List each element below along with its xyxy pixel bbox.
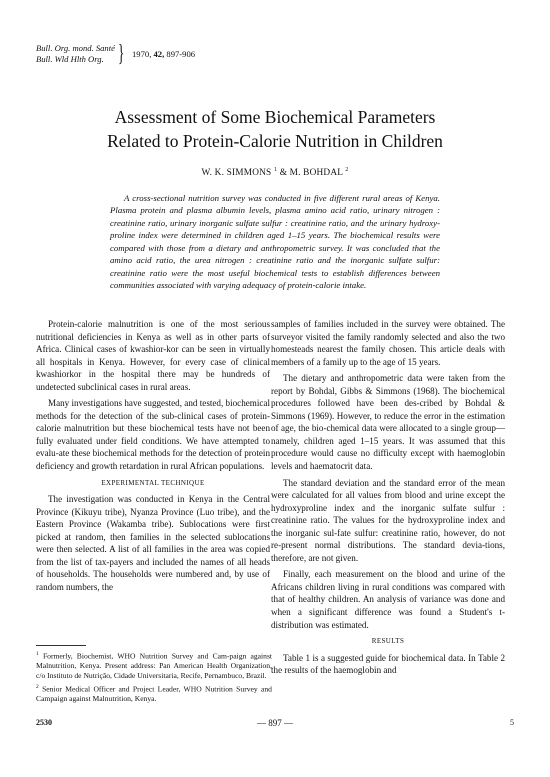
section-heading-results: RESULTS [371, 637, 405, 646]
signature-mark: 5 [510, 718, 514, 727]
paragraph: The dietary and anthropometric data were taken from the report by Bohdal, Gibbs & Simmons (1968). The biochemical procedures followed have been des-cribed by Bohdal & Simmons (1969). However, to reduce the error in the estimation of age, the bio-chemical data were allocated to a single group—namely, children aged 1–15 years. It was assumed that this procedure would cause no difficulty except with haemoglobin levels and haematocrit data. [271, 373, 505, 472]
paragraph: Protein-calorie malnutrition is one of the most serious nutritional deficiencies in Kenya as well as in other parts of Africa. Clinical cases of kwashior-kor can be seen in virtually all hospitals in Kenya. However, for every case of clinical kwashiorkor in the hospital there may be hundreds of undetected subclinical cases in rural areas. [36, 319, 270, 392]
paragraph: Table 1 is a suggested guide for biochemical data. In Table 2 the results of the haemoglobin and [271, 652, 505, 676]
right-column [271, 318, 505, 681]
document-code: 2530 [36, 718, 52, 727]
left-column [36, 318, 270, 597]
article-title [40, 105, 510, 153]
authors [40, 167, 510, 178]
author-1-footnote-mark: 1 [273, 167, 278, 173]
paragraph: samples of families included in the survey were obtained. The surveyor visited the family randomly selected and also the two homesteads nearest the family chosen. This article deals with members of a family up to the age of 15 years. [271, 319, 505, 367]
citation-pages: 897-906 [166, 49, 196, 59]
author-1: W. K. SIMMONS [201, 168, 272, 179]
section-heading-experimental: EXPERIMENTAL TECHNIQUE [101, 478, 205, 487]
journal-reference [36, 43, 115, 65]
footnote-2-text: Senior Medical Officer and Project Leader, WHO Nutrition Survey and Campaign against Malnutrition, Kenya. [36, 684, 272, 704]
citation-volume: 42, [153, 49, 165, 59]
footnotes [36, 650, 272, 707]
author-2-footnote-mark: 2 [345, 167, 349, 173]
author-conjunction: & [279, 168, 288, 179]
citation [132, 49, 195, 59]
footnote-2 [36, 683, 272, 704]
journal-name-french: Bull. Org. mond. Santé [36, 43, 115, 53]
journal-name-english: Bull. Wld Hlth Org. [36, 54, 104, 64]
brace: } [118, 41, 125, 67]
citation-year: 1970, [132, 49, 152, 59]
footnote-1-mark: 1 [36, 651, 39, 657]
paragraph: Many investigations have suggested, and tested, biochemical methods for the detection of the sub-clinical cases of protein-calorie malnutrition but these biochemical tests have not been fully evaluated under field conditions. We have attempted to evalu-ate these biochemical methods for the detection of protein deficiency and growth retardation in rural African populations. [36, 398, 270, 472]
page-number: — 897 — [257, 718, 293, 728]
author-2: M. BOHDAL [289, 168, 343, 179]
paragraph: The investigation was conducted in Kenya in the Central Province (Kikuyu tribe), Nyanza Province (Luo tribe), and the Eastern Province (Wakamba tribe). Sublocations were first picked at random, then families in the selected sublocations were then selected. A list of all families in the area was copied from the list of tax-payers and included the names of all heads of households. The households were numbered and, by use of random numbers, the [36, 494, 270, 592]
footnote-1 [36, 650, 272, 680]
paragraph: Finally, each measurement on the blood and urine of the Africans children living in rural conditions was compared with that of healthy children. An analysis of variance was done and when a significant difference was found a Student's t-distribution was estimated. [271, 569, 505, 630]
paragraph: The standard deviation and the standard error of the mean were calculated for all values from blood and urine except the hydroxyproline index and the inorganic sulfate sulfur : creatinine ratio. The values for the hydroxyproline index and the inorganic sul-fate sulfur: creatinine ratio, however, do not re-present normal distributions. The standard devia-tions, therefore, are not given. [271, 477, 505, 563]
footnote-2-mark: 2 [36, 684, 39, 691]
title-line-1: Assessment of Some Biochemical Parameters [114, 107, 436, 127]
title-line-2: Related to Protein-Calorie Nutrition in Children [107, 131, 443, 151]
abstract: A cross-sectional nutrition survey was conducted in five different rural areas of Kenya. Plasma protein and plasma albumin levels, plasma amino acid ratio, urinary nitrogen : creatinine ratio, urinary inorganic sulfate sulfur : creatinine ratio, and the urinary hydroxy-proline index were determined in children aged 1–15 years. The biochemical results were compared with those from a dietary and anthropometric survey. It was concluded that the amino acid ratio, the urea nitrogen : creatinine ratio and the inorganic sulfate sulfur: creatinine ratio were the most useful biochemical tests to establish differences between communities associated with varying adequacy of protein-calorie intake. [110, 193, 440, 291]
footnote-1-text: Formerly, Biochemist, WHO Nutrition Survey and Cam-paign against Malnutrition, Kenya. Present address: Pan American Health Organization, c/o Instituto de Nutrição, Cidade Universitaria, Recife, Pernambuco, Brazil. [36, 651, 273, 680]
footnote-divider [36, 645, 86, 646]
